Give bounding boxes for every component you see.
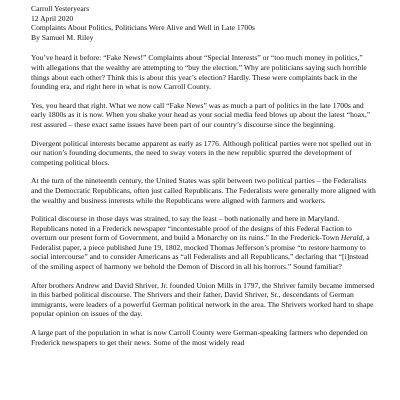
paragraph: A large part of the population in what is now Carroll County were German-speaking farmers who depended on Frederick newspapers to get their news. Some of the most widely read: [31, 328, 368, 347]
article-date: 12 April 2020: [31, 13, 74, 23]
newspaper-name: Herald: [340, 233, 363, 243]
article-title: Complaints About Politics, Politicians Were Alive and Well in Late 1700s: [31, 23, 255, 33]
article-byline: By Samuel M. Riley: [31, 32, 94, 42]
paragraph: You’ve heard it before: “Fake News!” Complaints about “Special Interests” or “too much money in politics,” with allegations that the wealthy are attempting to “buy the election.” Why are politicians saying such horrible things about each other? Think this is about this year’s election? Hardly. These were complaints back in the founding era, and right here in what is now Carroll County.: [31, 53, 367, 92]
paragraph: After brothers Andrew and David Shriver, Jr. founded Union Mills in 1797, the Shriver family became immersed in this barbed political discourse. The Shrivers and their father, David Shriver, Sr., descendants of German immigrants, were leaders of a powerful German political network in the area. The Shrivers worked hard to shape popular opinion on issues of the day.: [31, 280, 375, 319]
paragraph: Divergent political interests became apparent as early as 1776. Although political parties were not spelled out in our nation’s founding documents, the need to sway voters in the new republic spurred the development of competing political blocs.: [31, 138, 372, 167]
paragraph-text: , a Federalist paper, a piece published June 19, 1802, mocked Thomas Jefferson’s promise “to restore harmony to social intercourse” and to consider Americans as “all Federalists and all Republicans,” declaring that “[i]nstead of the smiling aspect of harmony we behold the Demon of Discord in all his horrors.” Sound familiar?: [31, 233, 370, 272]
paragraph: Yes, you heard that right. What we now call “Fake News” was as much a part of politics in the late 1700s and early 1800s as it is now. When you shake your head as your social media feed blows up about the latest “hoax,” rest assured – these exact same issues have been part of our country’s discourse since the beginning.: [31, 100, 371, 129]
article-body: [31, 4, 376, 356]
paragraph: At the turn of the nineteenth century, the United States was split between two political parties – the Federalists and the Democratic Republicans, often just called Republicans. The Federalists were generally more aligned with the wealthy and business interests while the Republicans were aligned with farmers and workers.: [31, 176, 376, 205]
paragraph: [31, 214, 376, 272]
column-name: Carroll Yesteryears: [31, 4, 90, 13]
paragraph-text: Political discourse in those days was strained, to say the least – both nationally and here in Maryland. Republicans noted in a Frederick newspaper “incontestable proof of the designs of this Federal Faction to overturn our present form of Government, and build a Monarchy on its ruins.” In the Frederick-Town: [31, 214, 352, 243]
article-header: [31, 4, 376, 42]
